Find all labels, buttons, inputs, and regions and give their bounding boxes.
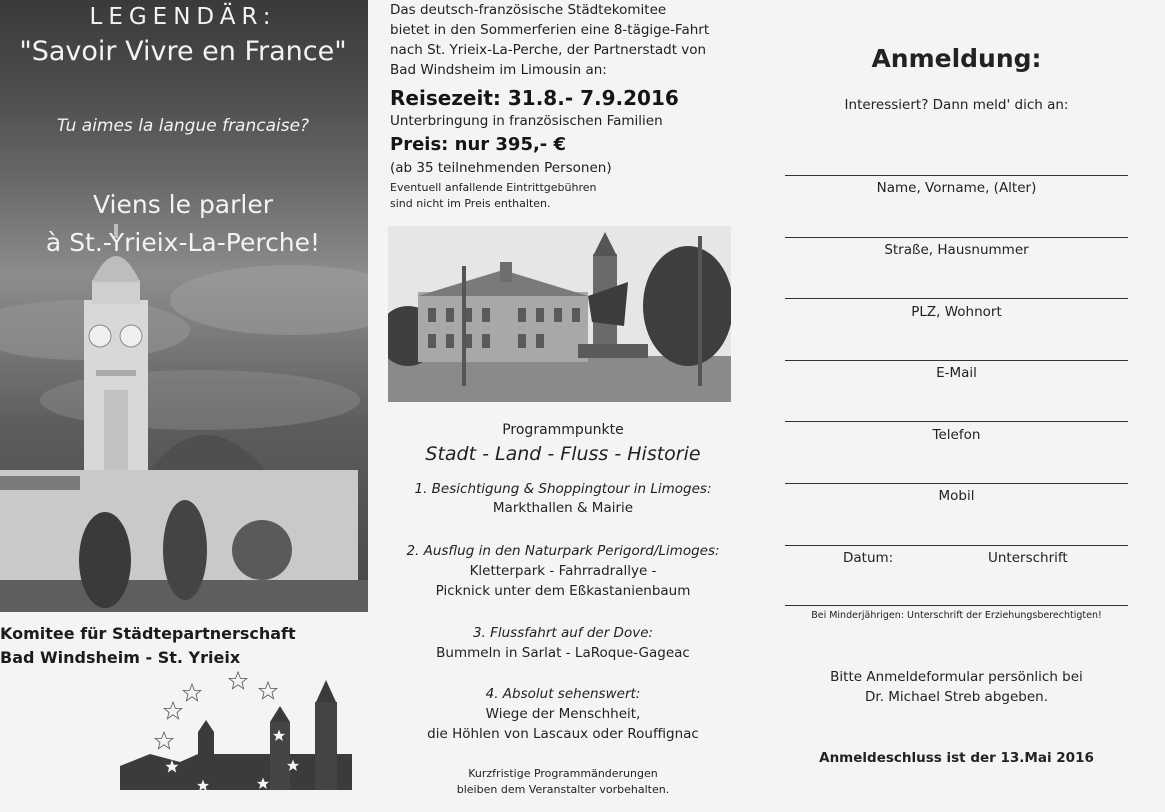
bitte-line-2: Dr. Michael Streb abgeben. [864, 689, 1048, 705]
item-2-line-2: Picknick unter dem Eßkastanienbaum [435, 583, 691, 599]
email-field-line[interactable] [785, 360, 1128, 361]
viens-line-2: à St.-Yrieix-La-Perche! [45, 228, 321, 257]
komitee-line-1: Komitee für Städtepartnerschaft [0, 624, 296, 643]
name-field-label: Name, Vorname, (Alter) [876, 180, 1037, 196]
komitee-line-2: Bad Windsheim - St. Yrieix [0, 648, 241, 667]
eventuell-line-1: Eventuell anfallende Eintrittgebühren [390, 181, 597, 194]
viens-le-parler-text [0, 186, 366, 262]
preis-heading: Preis: nur 395,- € [390, 134, 567, 155]
programm-title: Programmpunkte [502, 422, 624, 438]
interessiert-text: Interessiert? Dann meld' dich an: [844, 97, 1069, 113]
mobil-field-label: Mobil [938, 488, 975, 504]
mobil-field-line[interactable] [785, 483, 1128, 484]
intro-line-3: nach St. Yrieix-La-Perche, der Partnerstadt von [390, 42, 707, 58]
guardian-field-line[interactable] [785, 605, 1128, 606]
item-1-head: 1. Besichtigung & Shoppingtour in Limoges: [414, 481, 712, 497]
item-2-line-1: Kletterpark - Fahrradrallye - [469, 563, 657, 579]
unterschrift-label: Unterschrift [988, 550, 1068, 566]
plz-field-label: PLZ, Wohnort [911, 304, 1002, 320]
kurzfristig-line-2: bleiben dem Veranstalter vorbehalten. [456, 783, 670, 796]
chateau-photo [388, 226, 731, 402]
anmeldeschluss-text: Anmeldeschluss ist der 13.Mai 2016 [819, 750, 1094, 766]
legendaer-heading: LEGENDÄR: [89, 4, 277, 30]
kurzfristig-line-1: Kurzfristige Programmänderungen [468, 767, 658, 780]
email-field-label: E-Mail [936, 365, 977, 381]
strasse-field-line[interactable] [785, 237, 1128, 238]
plz-field-line[interactable] [785, 298, 1128, 299]
anmeldung-title: Anmeldung: [871, 44, 1042, 73]
item-2-head: 2. Ausflug in den Naturpark Perigord/Limoges: [406, 543, 720, 559]
item-1-line-1: Markthallen & Mairie [492, 500, 634, 516]
town-skyline-logo [120, 662, 368, 804]
intro-line-4: Bad Windsheim im Limousin an: [390, 62, 607, 78]
intro-line-1: Das deutsch-französische Städtekomitee [390, 2, 667, 18]
tu-aimes-text: Tu aimes la langue francaise? [56, 116, 310, 136]
item-4-line-1: Wiege der Menschheit, [485, 706, 641, 722]
item-3-head: 3. Flussfahrt auf der Dove: [472, 625, 654, 641]
chateau-illustration [388, 226, 731, 402]
item-4-head: 4. Absolut sehenswert: [485, 686, 641, 702]
intro-line-2: bietet in den Sommerferien eine 8-tägige-Fahrt [390, 22, 710, 38]
item-4-line-2: die Höhlen von Lascaux oder Rouffignac [427, 726, 699, 742]
eventuell-line-2: sind nicht im Preis enthalten. [390, 197, 551, 210]
datum-label: Datum: [843, 550, 894, 566]
unterbringung-text: Unterbringung in französischen Familien [390, 113, 663, 129]
cover-photo [0, 0, 368, 612]
strasse-field-label: Straße, Hausnummer [884, 242, 1029, 258]
telefon-field-label: Telefon [932, 427, 981, 443]
savoir-vivre-heading: "Savoir Vivre en France" [19, 36, 347, 67]
programm-subtitle: Stadt - Land - Fluss - Historie [425, 443, 701, 465]
viens-line-1: Viens le parler [92, 190, 274, 219]
signature-field-line[interactable] [785, 545, 1128, 546]
item-3-line-1: Bummeln in Sarlat - LaRoque-Gageac [436, 645, 690, 661]
bitte-line-1: Bitte Anmeldeformular persönlich bei [830, 669, 1083, 685]
station-illustration [0, 0, 368, 612]
telefon-field-line[interactable] [785, 421, 1128, 422]
minderjaehrige-note: Bei Minderjährigen: Unterschrift der Erziehungsberechtigten! [811, 610, 1102, 621]
ab35-text: (ab 35 teilnehmenden Personen) [390, 160, 612, 176]
name-field-line[interactable] [785, 175, 1128, 176]
reisezeit-heading: Reisezeit: 31.8.- 7.9.2016 [390, 86, 679, 110]
